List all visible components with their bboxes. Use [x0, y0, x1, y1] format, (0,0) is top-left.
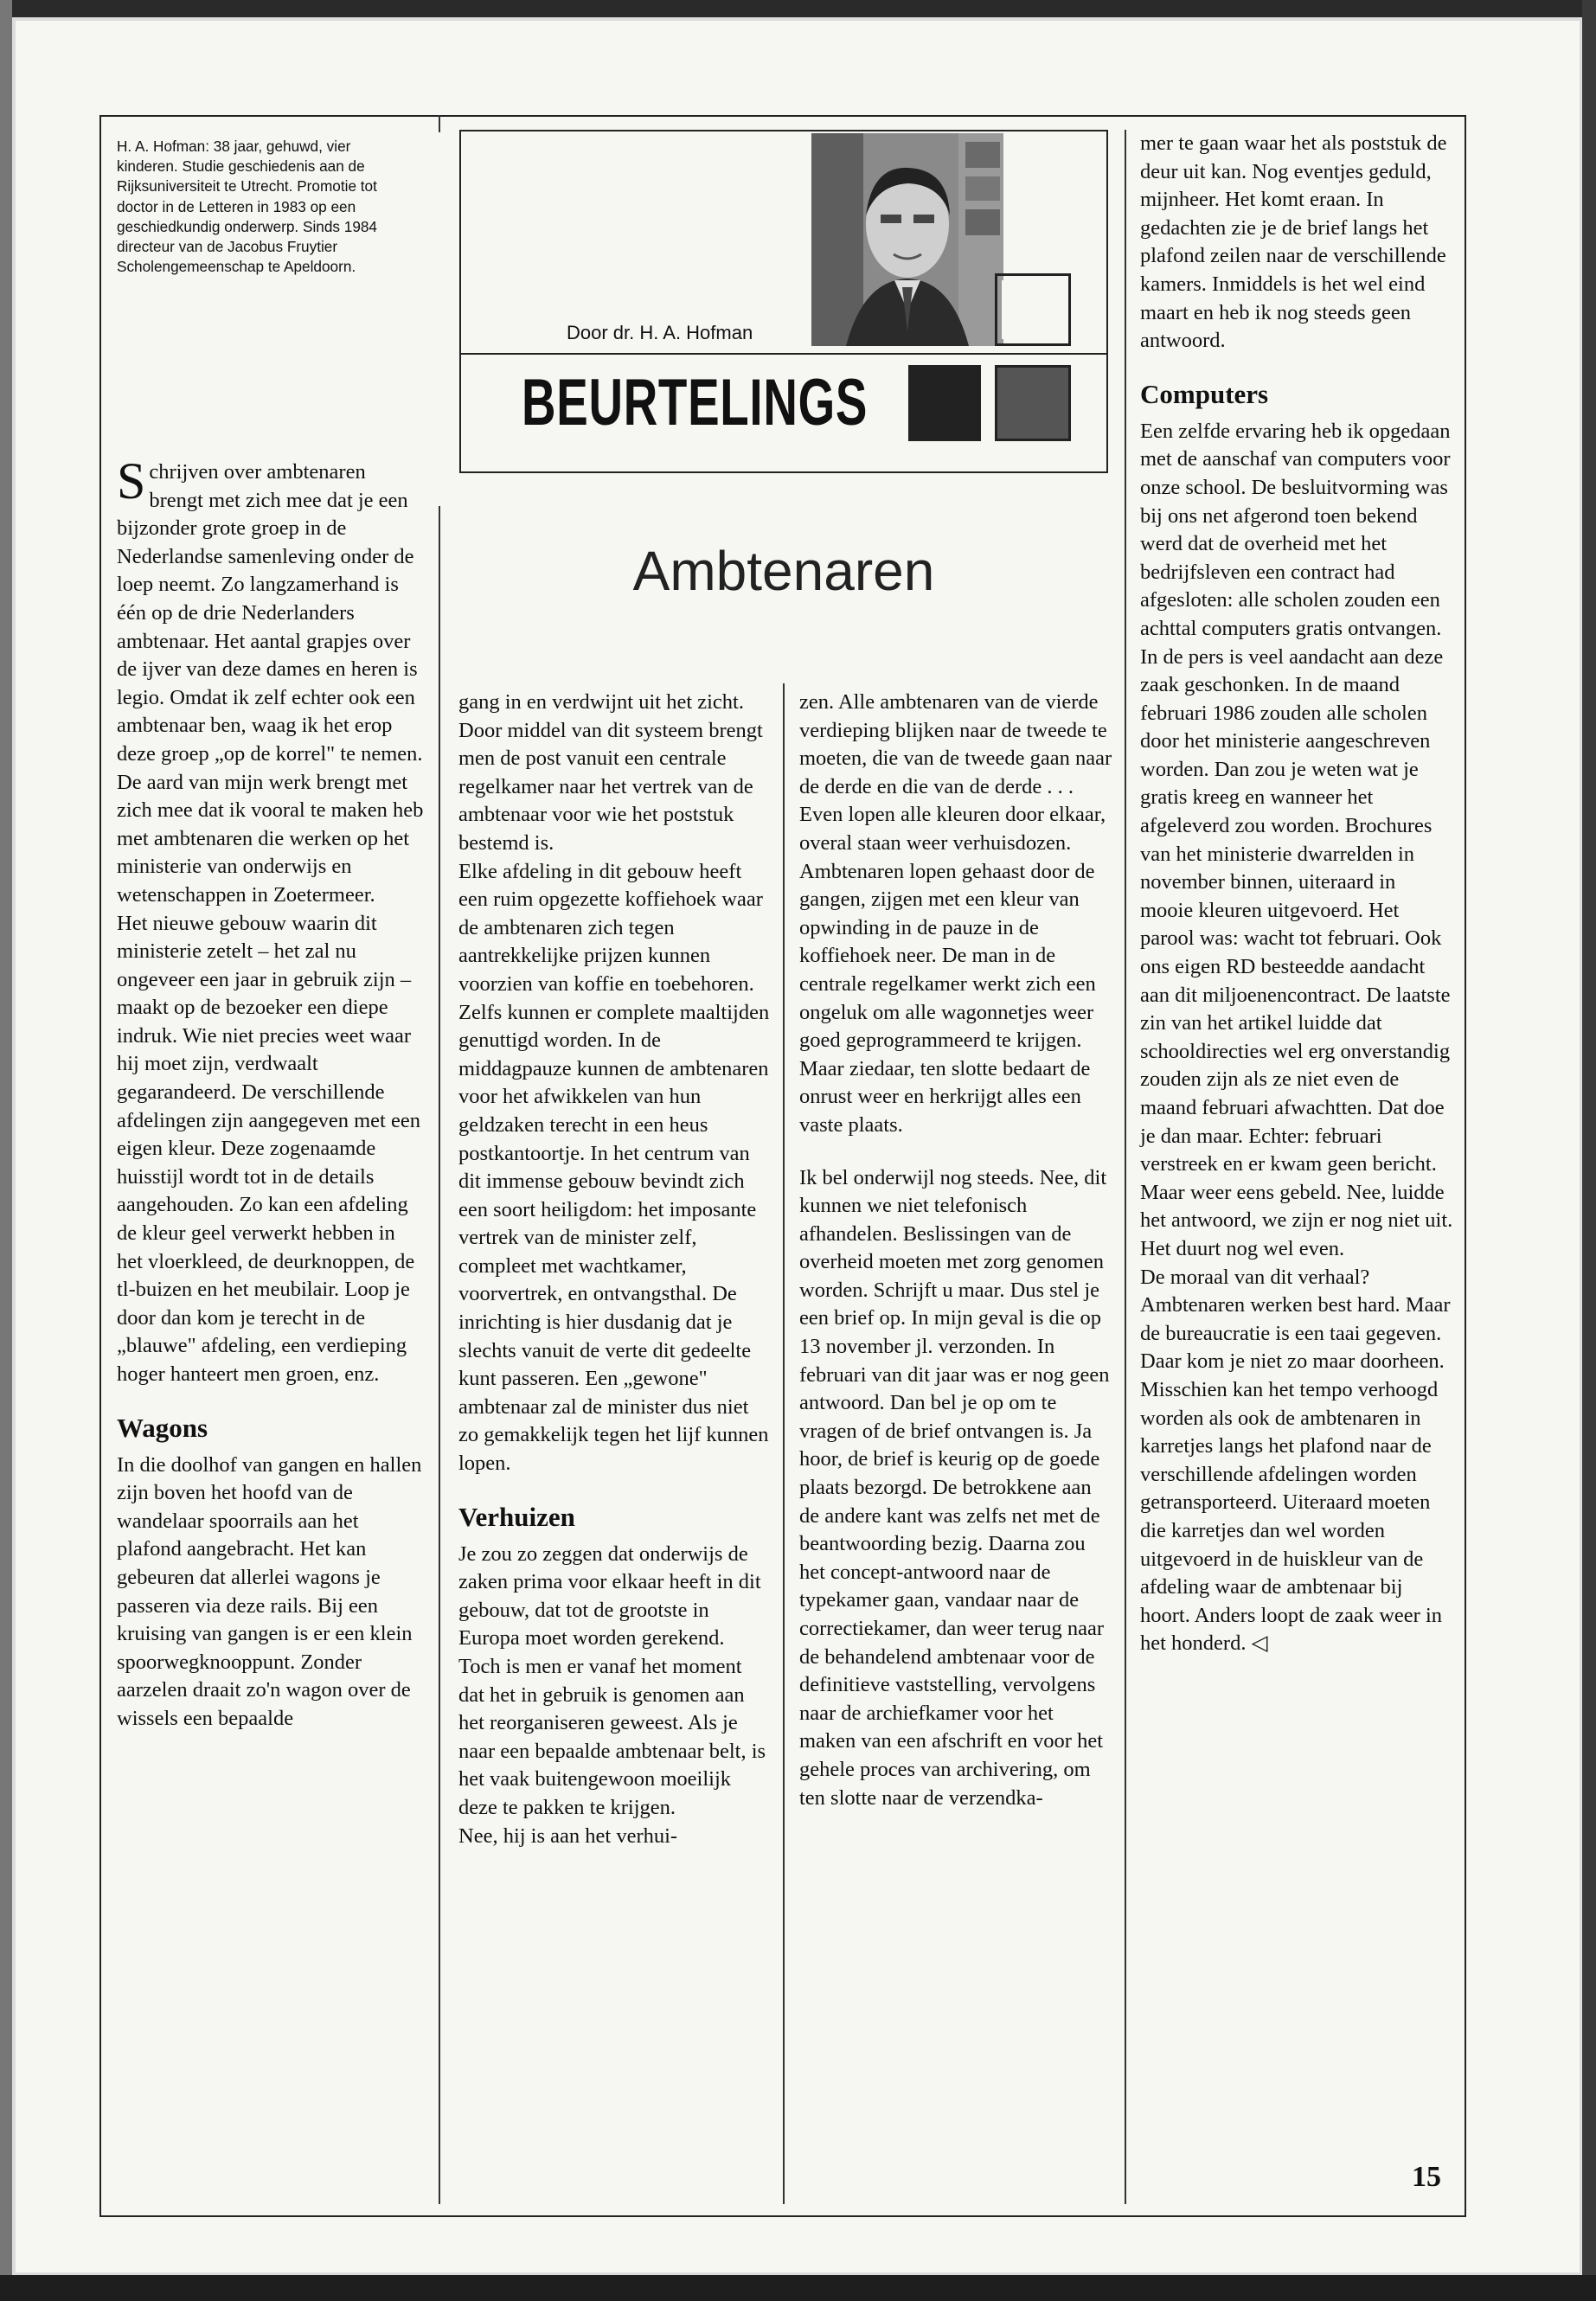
column-masthead: BEURTELINGS: [522, 366, 869, 439]
author-bio: H. A. Hofman: 38 jaar, gehuwd, vier kinderen. Studie geschiedenis aan de Rijksuniversiteit te Utrecht. Promotie tot doctor in de Letteren in 1983 op een geschiedkundig onderwerp. Sinds 1984 directeur van de Jacobus Fruytier Scholengemeenschap te Apeldoorn.: [117, 138, 377, 276]
article-column-2: [458, 689, 770, 1850]
article-column-4: [1140, 130, 1453, 1658]
masthead-box-inner-1: [1002, 280, 1064, 339]
paragraph: Nee, hij is aan het verhui-: [458, 1823, 678, 1848]
paragraph: Je zou zo zeggen dat onderwijs de zaken prima voor elkaar heeft in dit gebouw, dat tot de grootste in Europa moet worden gerekend. Toch is men er vanaf het moment dat het in gebruik is genomen aan het reorganiseren geweest. Als je naar een bepaalde ambtenaar belt, is het vaak buitengewoon moeilijk deze te pakken te krijgen.: [458, 1541, 766, 1819]
column-rule-1: [439, 506, 440, 2204]
paragraph: Elke afdeling in dit gebouw heeft een ruim opgezette koffiehoek waar de ambtenaren zich tegen aantrekkelijke prijzen kunnen voorzien van koffie en toebehoren. Zelfs kunnen er complete maaltijden genuttigd worden. In de middagpauze kunnen de ambtenaren voor het afwikkelen van hun geldzaken terecht in een heus postkantoortje. In het centrum van dit immense gebouw bevindt zich een soort heiligdom: het imposante vertrek van de minister zelf, compleet met wachtkamer, voorvertrek, en ontvangsthal. De inrichting is hier dusdanig dat je slechts vanuit de verte dit gedeelte kunt passeren. Een „gewone" ambtenaar zal de minister dus niet zo gemakkelijk tegen het lijf kunnen lopen.: [458, 859, 770, 1476]
intro-paragraph: [117, 452, 425, 910]
paragraph: De moraal van dit verhaal? Ambtenaren werken best hard. Maar de bureaucratie is een taai gegeven. Daar kom je niet zo maar doorheen. Misschien kan het tempo verhoogd worden als ook de ambtenaren in karretjes langs het plafond naar de verschillende afdelingen worden getransporteerd. Uiteraard moeten die karretjes dan wel worden uitgevoerd in de huiskleur van de afdeling waar de ambtenaar bij hoort. Anders loopt de zaak weer in het honderd. ◁: [1140, 1265, 1451, 1656]
paragraph: mer te gaan waar het als poststuk de deur uit kan. Nog eventjes geduld, mijnheer. Het komt eraan. In gedachten zie je de brief langs het plafond zeilen naar de verschillende kamers. Inmiddels is het wel eind maart en heb ik nog steeds geen antwoord.: [1140, 131, 1447, 353]
article-column-1: [117, 452, 425, 1734]
paragraph: Een zelfde ervaring heb ik opgedaan met de aanschaf van computers voor onze school. De besluitvorming was bij ons net afgerond toen bekend werd dat de overheid met het bedrijfsleven een contract had afgesloten: alle scholen zouden een achttal computers gratis ontvangen. In de pers is veel aandacht aan deze zaak geschonken. In de maand februari 1986 zouden alle scholen door het ministerie aangeschreven worden. Dan zou je weten wat je gratis kreeg en wanneer het afgeleverd zou worden. Brochures van het ministerie dwarrelden in november binnen, uiteraard in mooie kleuren uitgevoerd. Het parool was: wacht tot februari. Ook ons eigen RD besteedde aandacht aan dit miljoenencontract. De laatste zin van het artikel luidde dat schooldirecties wel erg onverstandig zouden zijn als ze niet even de maand februari afwachtten. Dat doe je dan maar. Echter: februari verstreek en er kwam geen bericht. Maar weer eens gebeld. Nee, luidde het antwoord, we zijn er nog niet uit. Het duurt nog wel even.: [1140, 419, 1453, 1260]
masthead-box-filled-1: [908, 365, 981, 441]
subheading-verhuizen: Verhuizen: [458, 1501, 575, 1532]
subheading-wagons: Wagons: [117, 1412, 208, 1443]
header-divider: [459, 353, 1108, 355]
paragraph: In die doolhof van gangen en hallen zijn boven het hoofd van de wandelaar spoorrails aan het plafond aangebracht. Het kan gebeuren dat allerlei wagons je passeren via deze rails. Bij een kruising van gangen is er een klein spoorwegknooppunt. Zonder aarzelen draait zo'n wagon over de wissels een bepaalde: [117, 1452, 422, 1730]
author-photo: [811, 133, 1003, 346]
paragraph-text: chrijven over ambtenaren brengt met zich mee dat je een bijzonder grote groep in de Nederlandse samenleving onder de loep neemt. Zo langzamerhand is één op de drie Nederlanders ambtenaar. Het aantal grapjes over de ijver van deze dames en heren is legio. Omdat ik zelf echter ook een ambtenaar ben, waag ik het erop deze groep „op de korrel" te nemen. De aard van mijn werk brengt met zich mee dat ik vooral te maken heb met ambtenaren die werken op het ministerie van onderwijs en wetenschappen in Zoetermeer.: [117, 460, 424, 907]
column-rule-2: [783, 683, 785, 2204]
byline: Door dr. H. A. Hofman: [567, 322, 753, 343]
page-number: 15: [1412, 2161, 1441, 2193]
paragraph: gang in en verdwijnt uit het zicht. Door middel van dit systeem brengt men de post vanuit een centrale regelkamer naar het vertrek van de ambtenaar voor wie het poststuk bestemd is.: [458, 690, 763, 855]
scan-border-right: [1582, 0, 1596, 2301]
drop-cap: S: [117, 452, 146, 510]
column-rule-top: [439, 115, 440, 132]
masthead-box-outline-2: [995, 365, 1071, 441]
article-title: Ambtenaren: [632, 540, 935, 602]
author-portrait-image: [811, 133, 1003, 346]
scan-border-bottom: [0, 2275, 1596, 2301]
paragraph: Het nieuwe gebouw waarin dit ministerie zetelt – het zal nu ongeveer een jaar in gebruik zijn – maakt op de bezoeker een diepe indruk. Wie niet precies weet waar hij moet zijn, verdwaalt gegarandeerd. De verschillende afdelingen zijn aangegeven met een eigen kleur. Deze zogenaamde huisstijl wordt tot in de details aangehouden. Zo kan een afdeling de kleur geel verwerkt hebben in het vloerkleed, de deurknoppen, de tl-buizen en het meubilair. Loop je door dan kom je terecht in de „blauwe" afdeling, een verdieping hoger hanteert men groen, enz.: [117, 911, 420, 1386]
scan-border-left: [0, 0, 12, 2301]
column-rule-3: [1125, 130, 1126, 2204]
paragraph: zen. Alle ambtenaren van de vierde verdieping blijken naar de tweede te moeten, die van de tweede gaan naar de derde en die van de derde . . . Even lopen alle kleuren door elkaar, overal staan weer verhuisdozen. Ambtenaren lopen gehaast door de gangen, zijgen met een kleur van opwinding in de pauze in de koffiehoek neer. De man in de centrale regelkamer werkt zich een ongeluk om alle wagonnetjes weer goed geprogrammeerd te krijgen. Maar ziedaar, ten slotte bedaart de onrust weer en herkrijgt alles een vaste plaats.: [799, 690, 1112, 1137]
article-column-3: [799, 689, 1112, 1812]
scan-border-top: [0, 0, 1596, 17]
paragraph: Ik bel onderwijl nog steeds. Nee, dit kunnen we niet telefonisch afhandelen. Beslissingen van de overheid moeten met zorg genomen worden. Schrijft u maar. Dus stel je een brief op. In mijn geval is die op 13 november jl. verzonden. In februari van dit jaar was er nog geen antwoord. Dan bel je op om te vragen of de brief ontvangen is. Ja hoor, de brief is keurig op de goede plaats bezorgd. De betrokkene aan de andere kant was zelfs net met de beantwoording bezig. Daarna zou het concept-antwoord naar de typekamer gaan, vandaar naar de correctiekamer, dan weer terug naar de behandelend ambtenaar voor de definitieve vaststelling, vervolgens naar de archiefkamer voor het maken van een afschrift en voor het gehele proces van archivering, om ten slotte naar de verzendka-: [799, 1165, 1110, 1810]
subheading-computers: Computers: [1140, 378, 1269, 409]
